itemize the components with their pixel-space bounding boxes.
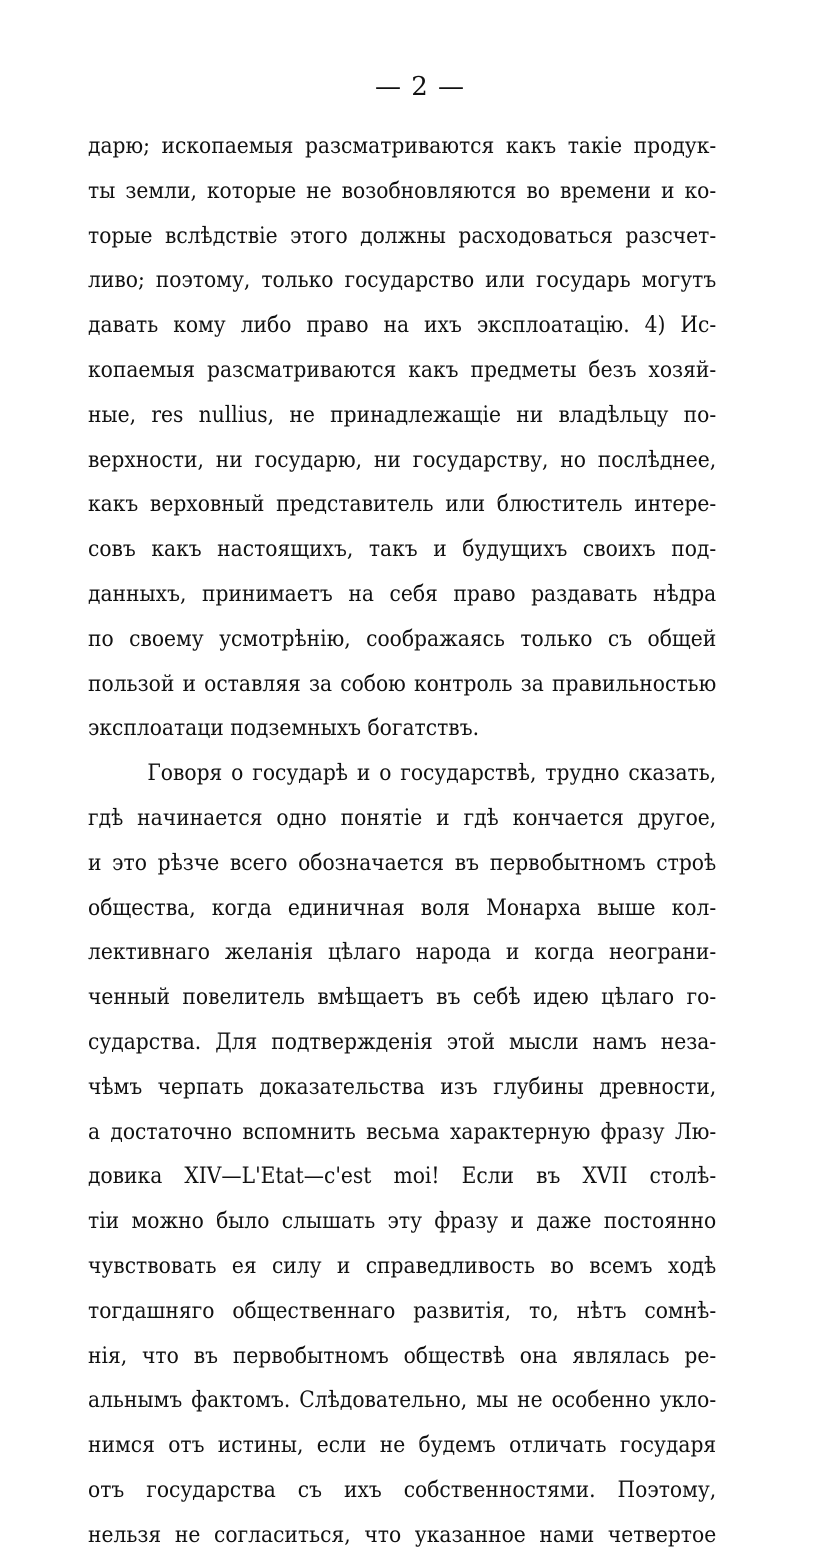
text-line: данныхъ, принимаетъ на себя право раздавать нѣдра: [88, 580, 717, 607]
text-line: дарю; ископаемыя разсматриваются какъ такiе продук-: [88, 133, 717, 159]
text-line: нимся отъ истины, если не будемъ отличать государя: [88, 1432, 717, 1459]
text-line: альнымъ фактомъ. Слѣдовательно, мы не особенно укло-: [88, 1387, 717, 1414]
text-line: нiя, что въ первобытномъ обществѣ она являлась ре-: [88, 1342, 717, 1369]
text-line: ливо; поэтому, только государство или государь могутъ: [88, 267, 717, 294]
text-line: совъ какъ настоящихъ, такъ и будущихъ своихъ под-: [88, 536, 717, 563]
text-line: торые вслѣдствiе этого должны расходоваться разсчет-: [88, 222, 717, 249]
text-line: эксплоатаци подземныхъ богатствъ.: [88, 715, 480, 742]
text-line: нельзя не согласиться, что указанное нами четвертое: [88, 1521, 717, 1548]
text-line: и это рѣзче всего обозначается въ первобытномъ строѣ: [88, 849, 717, 876]
text-line: пользой и оставляя за собою контроль за правильностью: [88, 670, 717, 697]
text-line: ченный повелитель вмѣщаетъ въ себѣ идею цѣлаго го-: [88, 984, 717, 1011]
text-line: лективнаго желанiя цѣлаго народа и когда неограни-: [88, 939, 717, 966]
text-line: довика XIV—L'Etat—c'est moi! Если въ XVII столѣ-: [88, 1163, 717, 1190]
text-line: давать кому либо право на ихъ эксплоатацiю. 4) Ис-: [88, 312, 717, 339]
text-line: по своему усмотрѣнiю, соображаясь только съ общей: [88, 625, 717, 652]
text-line: верхности, ни государю, ни государству, но послѣднее,: [88, 446, 717, 473]
text-line: тогдашняго общественнаго развитiя, то, нѣтъ сомнѣ-: [88, 1297, 717, 1324]
text-line: гдѣ начинается одно понятiе и гдѣ кончается другое,: [88, 804, 717, 831]
text-line: чувствовать ея силу и справедливость во всемъ ходѣ: [88, 1252, 717, 1279]
text-line: ты земли, которые не возобновляются во времени и ко-: [88, 177, 717, 204]
text-line: сударства. Для подтвержденiя этой мысли намъ неза-: [88, 1028, 717, 1055]
body-text: [88, 124, 716, 1558]
text-line: а достаточно вспомнить весьма характерную фразу Лю-: [88, 1118, 717, 1145]
text-line: отъ государства съ ихъ собственностями. Поэтому,: [88, 1476, 717, 1503]
text-line: чѣмъ черпать доказательства изъ глубины древности,: [88, 1073, 717, 1100]
paragraph-first-line: Говоря о государѣ и о государствѣ, трудно сказать,: [147, 760, 717, 787]
text-line: ные, res nullius, не принадлежащiе ни владѣльцу по-: [88, 401, 717, 428]
text-line: какъ верховный представитель или блюститель интере-: [88, 491, 717, 518]
page-number: — 2 —: [374, 72, 466, 102]
text-line: тiи можно было слышать эту фразу и даже постоянно: [88, 1208, 717, 1235]
text-line: общества, когда единичная воля Монарха выше кол-: [88, 894, 717, 921]
text-line: копаемыя разсматриваются какъ предметы безъ хозяй-: [88, 356, 717, 383]
